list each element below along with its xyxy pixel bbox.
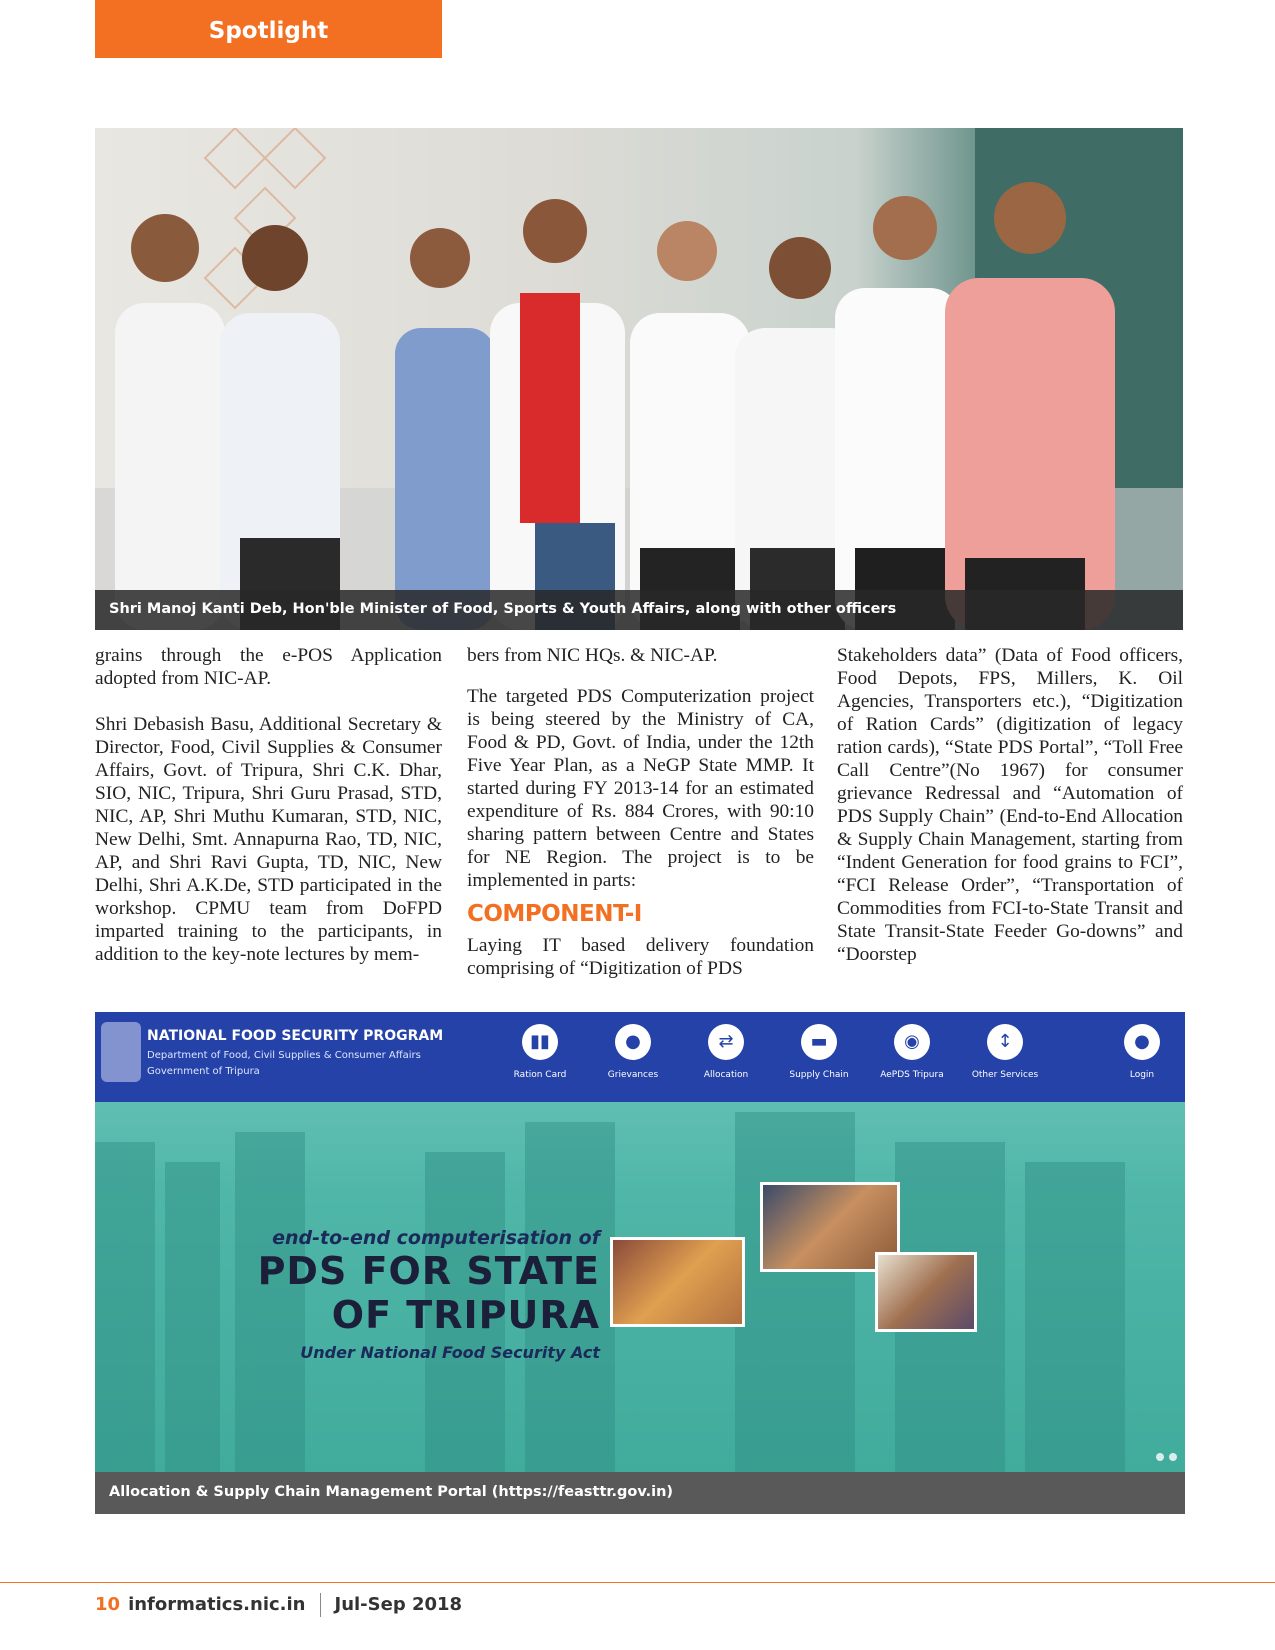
paragraph: bers from NIC HQs. & NIC-AP. [467,645,718,666]
paragraph: Laying IT based delivery foundation comprising of “Digitization of PDS [467,935,814,979]
banner-subtitle: Under National Food Security Act [300,1343,600,1362]
section-title: Spotlight [208,18,329,44]
paragraph: grains through the e-POS Application adopted from NIC-AP. [95,645,442,689]
services-icon: ↕ [987,1024,1023,1060]
page-footer [95,1593,462,1617]
nav-ration-card[interactable]: ▮▮ Ration Card [505,1024,575,1080]
section-tab [95,0,442,58]
portal-subtitle: Government of Tripura [147,1066,260,1077]
footer-divider [320,1593,321,1617]
paragraph: Stakeholders data” (Data of Food officers, Food Depots, FPS, Millers, K. Oil Agencies, Transporters etc.), “Digitization of Ration Cards” (digitization of legacy ration cards), “State PDS Portal”, “Toll Free Call Centre”(No 1967) for consumer grievance Redressal and “Automation of PDS Supply Chain” (End-to-End Allocation & Supply Chain Management, starting from “Indent Generation for food grains to FCI”, “FCI Release Order”, “Transportation of Commodities from FCI-to-State Transit and State Transit-State Feeder Go-downs” and “Doorstep [837,645,1183,965]
nav-login[interactable]: ● Login [1107,1024,1177,1080]
portal-caption: Allocation & Supply Chain Management Portal (https://feasttr.gov.in) [95,1472,1185,1514]
portal-banner [215,1227,635,1362]
portal-subtitle: Department of Food, Civil Supplies & Consumer Affairs [147,1050,421,1061]
text-column-3 [837,644,1183,966]
text-column-2 [467,644,814,980]
banner-tagline: end-to-end computerisation of [272,1227,600,1249]
footer-site: informatics.nic.in [128,1594,306,1615]
page-number: 10 [95,1594,121,1615]
paragraph: Shri Debasish Basu, Additional Secretary & Director, Food, Civil Supplies & Consumer Affairs, Govt. of Tripura, Shri C.K. Dhar, SIO, NIC, Tripura, Shri Guru Prasad, STD, NIC, AP, Shri Muthu Kumaran, STD, NIC, New Delhi, Smt. Annapurna Rao, TD, NIC, AP, and Shri Ravi Gupta, TD, NIC, New Delhi, Shri A.K.De, STD participated in the workshop. CPMU team from DoFPD imparted training to the participants, in addition to the key-note lectures by mem- [95,714,442,965]
photo-caption: Shri Manoj Kanti Deb, Hon'ble Minister of Food, Sports & Youth Affairs, along with other officers [95,590,1183,630]
user-icon: ● [615,1024,651,1060]
pos-icon: ◉ [894,1024,930,1060]
ration-card-icon: ▮▮ [522,1024,558,1060]
nav-other-services[interactable]: ↕ Other Services [970,1024,1040,1080]
group-photo [95,128,1183,630]
portal-header [95,1012,1185,1102]
group-photo-illustration [95,128,1183,630]
emblem-icon [101,1022,141,1082]
truck-icon: ▬ [801,1024,837,1060]
nav-supply-chain[interactable]: ▬ Supply Chain [784,1024,854,1080]
nav-grievances[interactable]: ● Grievances [598,1024,668,1080]
nav-aepds-tripura[interactable]: ◉ AePDS Tripura [877,1024,947,1080]
section-heading: COMPONENT-I [467,901,642,927]
portal-title: NATIONAL FOOD SECURITY PROGRAM [147,1028,444,1044]
nav-allocation[interactable]: ⇄ Allocation [691,1024,761,1080]
thumbnail-photo [610,1237,745,1327]
carousel-dots[interactable] [1151,1448,1177,1466]
allocation-icon: ⇄ [708,1024,744,1060]
thumbnail-photo [875,1252,977,1332]
portal-screenshot [95,1012,1185,1472]
paragraph: The targeted PDS Computerization project is being steered by the Ministry of CA, Food & PD, Govt. of India, under the 12th Five Year Plan, as a NeGP State MMP. It started during FY 2013-14 for an estimated expenditure of Rs. 884 Crores, with 90:10 sharing pattern between Centre and States for NE Region. The project is to be implemented in parts: [467,686,814,891]
footer-rule [0,1582,1275,1583]
text-column-1 [95,644,442,966]
banner-title: OF TRIPURA [331,1293,600,1337]
footer-issue: Jul-Sep 2018 [334,1594,463,1615]
banner-title: PDS FOR STATE [257,1249,600,1293]
login-icon: ● [1124,1024,1160,1060]
